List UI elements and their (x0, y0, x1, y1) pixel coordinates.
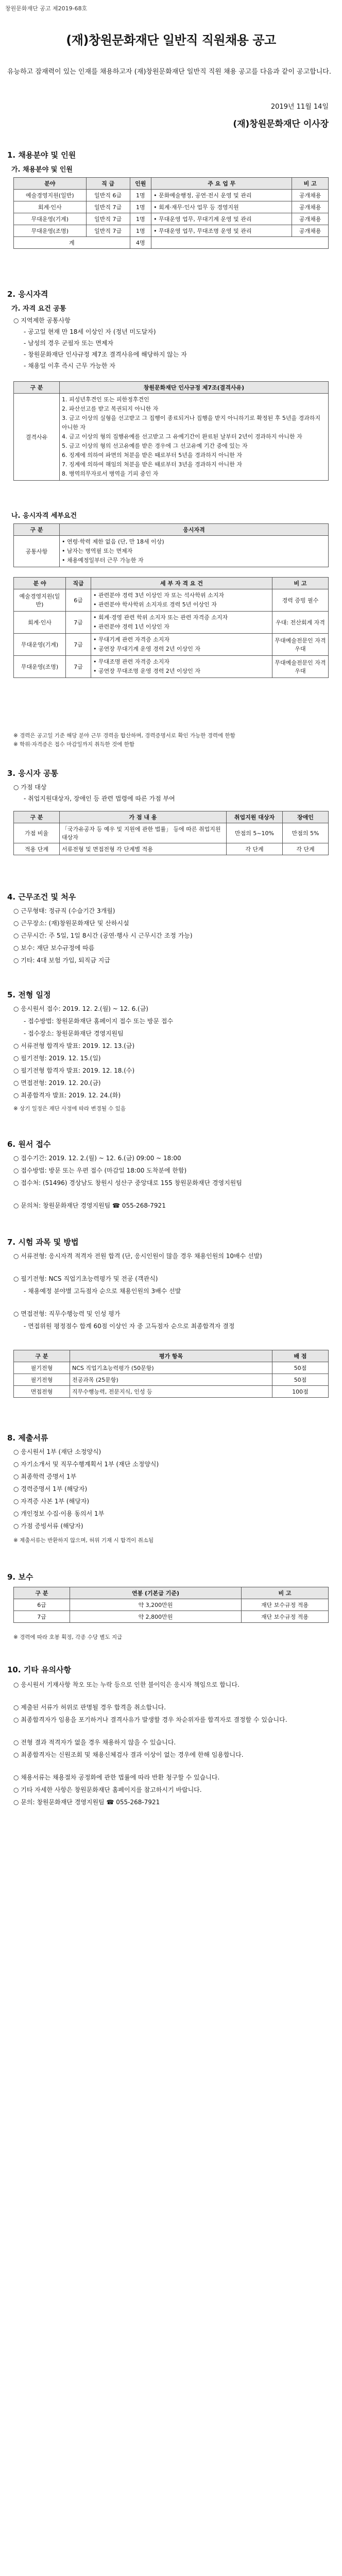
table-cell: 예술경영지원(일반) (14, 190, 87, 201)
notice-date: 2019년 11월 14일 (270, 103, 329, 111)
text-line: ○ 최종합격자 발표: 2019. 12. 24.(화) (13, 1092, 121, 1099)
intro-paragraph: 유능하고 잠재력이 있는 인재를 채용하고자 (재)창원문화재단 일반직 직원 채용 공고를 다음과 같이 공고합니다. (7, 68, 331, 76)
table-cell: • 회계·재무·인사 업무 등 경영지원 (151, 201, 292, 213)
text-line: ○ 가점 증빙서류 (해당자) (13, 1522, 83, 1530)
table-note: ※ 경력은 공고일 기준 해당 분야 근무 경력을 합산하며, 경력증명서로 확인 가능한 경력에 한함 ※ 학위·자격증은 접수 마감일까지 취득한 것에 한함 (13, 733, 235, 748)
table-cell: 약 2,800만원 (70, 1611, 242, 1623)
table-cell: 적용 단계 (14, 843, 60, 855)
table-cell: 면접전형 (14, 1386, 70, 1398)
table-header: 구 분 (14, 1587, 70, 1599)
text-line: ○ 문의처: 창원문화재단 경영지원팀 ☎ 055-268-7921 (13, 1202, 166, 1209)
document-number: 창원문화재단 공고 제2019-68호 (5, 5, 88, 12)
text-line: ○ 필기전형: NCS 직업기초능력평가 및 전공 (객관식) (13, 1275, 158, 1282)
table-cell: 필기전형 (14, 1362, 70, 1374)
text-line: - 남성의 경우 군필자 또는 면제자 (24, 340, 114, 347)
text-line: ○ 지역제한 공통사항 (13, 317, 71, 324)
table-cell: 공개채용 (292, 213, 329, 225)
table-header: 배 점 (272, 1350, 329, 1362)
text-note: ※ 경력에 따라 호봉 획정, 각종 수당 별도 지급 (13, 1634, 123, 1640)
text-line: ○ 자기소개서 및 직무수행계획서 1부 (재단 소정양식) (13, 1461, 159, 1468)
table-header: 비 고 (242, 1587, 329, 1599)
table-cell: 7급 (14, 1611, 70, 1623)
table-cell: 무대예술전문인 자격 우대 (272, 634, 329, 656)
table-cell: 가점 비율 (14, 823, 60, 843)
table-header: 세 부 자 격 요 건 (91, 578, 272, 589)
table-header: 연봉 (기본급 기준) (70, 1587, 242, 1599)
table-cell: 전공과목 (25문항) (70, 1374, 272, 1386)
table-cell: 재단 보수규정 적용 (242, 1599, 329, 1611)
table-cell: 회계·인사 (14, 612, 66, 634)
table-cell: 공통사항 (14, 536, 60, 567)
table-cell: 4명 (130, 237, 151, 249)
table-cell: 결격사유 (14, 394, 60, 481)
table-cell: 1명 (130, 190, 151, 201)
text-line: ○ 최종합격자는 신원조회 및 채용신체검사 결과 이상이 없는 경우에 한해 임용합니다. (13, 1751, 244, 1758)
table-header: 주 요 업 무 (151, 178, 292, 190)
table-cell: • 문화예술행정, 공연·전시 운영 및 관리 (151, 190, 292, 201)
table-cell: 무대운영(조명) (14, 656, 66, 678)
table-cell: 일반직 7급 (86, 225, 130, 237)
text-line: ○ 근무형태: 정규직 (수습기간 3개월) (13, 907, 115, 914)
table-row (14, 213, 329, 225)
bonus-points-table (13, 811, 329, 855)
text-line: ○ 필기전형: 2019. 12. 15.(일) (13, 1055, 101, 1062)
table-cell: 1명 (130, 213, 151, 225)
subsection-heading: 가. 자격 요건 공통 (11, 305, 66, 313)
subsection-heading: 나. 응시자격 세부요건 (11, 512, 77, 520)
table-cell: 1. 피성년후견인 또는 피한정후견인 2. 파산선고를 받고 복권되지 아니한 자 3. 금고 이상의 실형을 선고받고 그 집행이 종료되거나 집행을 받지 아니하기로 확정된 후 5년을 경과하지 아니한 자 4. 금고 이상의 형의 집행유예를 선고받고 그 유예기간이 완료된 날부터 2년이 경과하지 아니한 자 5. 금고 이상의 형의 선고유예를 받은 경우에 그 선고유예 기간 중에 있는 자 6. 징계에 의하여 파면의 처분을 받은 때로부터 5년을 경과하지 아니한 자 7. 징계에 의하여 해임의 처분을 받은 때로부터 3년을 경과하지 아니한 자 8. 병역의무자로서 병역을 기피 중인 자 (60, 394, 329, 481)
table-cell: 1명 (130, 225, 151, 237)
table-cell: • 연령·학력 제한 없음 (단, 만 18세 이상) • 남자는 병역필 또는 면제자 • 채용예정일부터 근무 가능한 자 (60, 536, 329, 567)
table-header: 구 분 (14, 1350, 70, 1362)
table-header: 직 급 (86, 178, 130, 190)
table-cell: 무대운영(조명) (14, 225, 87, 237)
table-row (14, 190, 329, 201)
text-line: ○ 채용서류는 채용절차 공정화에 관한 법률에 따라 반환 청구할 수 있습니다. (13, 1774, 220, 1781)
table-cell: 무대운영(기계) (14, 213, 87, 225)
table-header: 분 야 (14, 578, 66, 589)
table-header: 평가 항목 (70, 1350, 272, 1362)
table-cell: 만점의 5~10% (227, 823, 283, 843)
section-heading: 4. 근무조건 및 처우 (7, 892, 76, 902)
text-line: ○ 전형 결과 적격자가 없을 경우 채용하지 않을 수 있습니다. (13, 1739, 176, 1746)
table-cell: • 무대기계 관련 자격증 소지자 • 공연장 무대기계 운영 경력 2년 이상인 자 (91, 634, 272, 656)
qualification-detail-table (13, 577, 329, 678)
text-line: ○ 최종학력 증명서 1부 (13, 1473, 77, 1480)
table-cell: 계 (14, 237, 130, 249)
table-header: 비 고 (272, 578, 329, 589)
disqualification-table (13, 381, 329, 481)
text-line: ○ 경력증명서 1부 (해당자) (13, 1485, 88, 1493)
text-line: - 접수방법: 창원문화재단 홈페이지 접수 또는 방문 접수 (24, 1018, 174, 1025)
text-line: ○ 응시원서 접수: 2019. 12. 2.(월) ~ 12. 6.(금) (13, 1005, 148, 1012)
table-cell: 7급 (66, 634, 91, 656)
table-row (14, 1611, 329, 1623)
section-heading: 3. 응시자 공통 (7, 769, 59, 778)
table-row (14, 1386, 329, 1398)
table-row (14, 536, 329, 567)
text-line: ○ 기타: 4대 보험 가입, 퇴직금 지급 (13, 957, 110, 964)
text-line: ○ 기타 자세한 사항은 창원문화재단 홈페이지를 참고하시기 바랍니다. (13, 1786, 202, 1793)
table-cell: • 무대조명 관련 자격증 소지자 • 공연장 무대조명 운영 경력 2년 이상인 자 (91, 656, 272, 678)
text-note: ※ 상기 일정은 재단 사정에 따라 변경될 수 있음 (13, 1106, 126, 1112)
table-cell: 우대: 전산회계 자격 (272, 612, 329, 634)
text-line: ○ 가점 대상 (13, 784, 47, 791)
text-line: ○ 접수기간: 2019. 12. 2.(월) ~ 12. 6.(금) 09:00 ~ 18:00 (13, 1155, 181, 1162)
section-heading: 6. 원서 접수 (7, 1140, 51, 1149)
table-cell: 재단 보수규정 적용 (242, 1611, 329, 1623)
text-line: ○ 근무장소: (재)창원문화재단 및 산하시설 (13, 920, 129, 927)
text-line: ○ 응시원서 기재사항 착오 또는 누락 등으로 인한 불이익은 응시자 책임으로 합니다. (13, 1681, 240, 1688)
exam-table (13, 1350, 329, 1398)
section-heading: 10. 기타 유의사항 (7, 1665, 71, 1674)
section-heading: 1. 채용분야 및 인원 (7, 150, 76, 160)
table-cell: 「국가유공자 등 예우 및 지원에 관한 법률」 등에 따른 취업지원대상자 (60, 823, 227, 843)
text-line: ○ 접수처: (51496) 경상남도 창원시 성산구 중앙대로 155 창원문화재단 경영지원팀 (13, 1179, 242, 1187)
table-header: 창원문화재단 인사규정 제7조(결격사유) (60, 382, 329, 394)
table-row (14, 634, 329, 656)
table-cell: 회계·인사 (14, 201, 87, 213)
table-cell: • 관련분야 경력 3년 이상인 자 또는 석사학위 소지자 • 관련분야 학사학위 소지자로 경력 5년 이상인 자 (91, 589, 272, 612)
text-line: ○ 근무시간: 주 5일, 1일 8시간 (공연·행사 시 근무시간 조정 가능) (13, 932, 193, 939)
table-cell: 공개채용 (292, 225, 329, 237)
table-row (14, 612, 329, 634)
table-cell: 100점 (272, 1386, 329, 1398)
table-cell: 약 3,200만원 (70, 1599, 242, 1611)
table-cell: 각 단계 (227, 843, 283, 855)
table-row (14, 1599, 329, 1611)
table-cell: 무대예술전문인 자격 우대 (272, 656, 329, 678)
table-cell: 일반직 7급 (86, 201, 130, 213)
table-row (14, 589, 329, 612)
table-total-row (14, 237, 329, 249)
table-cell: • 무대운영 업무, 무대조명 운영 및 관리 (151, 225, 292, 237)
table-row (14, 1374, 329, 1386)
table-header: 구 분 (14, 811, 60, 823)
table-cell: 각 단계 (283, 843, 329, 855)
qualification-common-table (13, 523, 329, 567)
table-cell: 직무수행능력, 전문지식, 인성 등 (70, 1386, 272, 1398)
text-line: - 공고일 현재 만 18세 이상인 자 (정년 미도달자) (24, 328, 156, 335)
table-cell: 50점 (272, 1374, 329, 1386)
table-header: 구 분 (14, 524, 60, 536)
text-line: ○ 제출된 서류가 허위로 판명될 경우 합격을 취소합니다. (13, 1704, 166, 1711)
table-header: 장애인 (283, 811, 329, 823)
table-cell: 공개채용 (292, 201, 329, 213)
text-line: ○ 보수: 재단 보수규정에 따름 (13, 944, 95, 952)
salary-table (13, 1587, 329, 1623)
text-line: ○ 자격증 사본 1부 (해당자) (13, 1498, 90, 1505)
table-cell: 만점의 5% (283, 823, 329, 843)
table-cell: 6급 (66, 589, 91, 612)
table-header: 가 점 내 용 (60, 811, 227, 823)
section-heading: 5. 전형 일정 (7, 990, 51, 999)
table-cell: 무대운영(기계) (14, 634, 66, 656)
table-cell: 50점 (272, 1362, 329, 1374)
text-line: ○ 개인정보 수집·이용 동의서 1부 (13, 1510, 105, 1517)
page-title: (재)창원문화재단 일반직 직원채용 공고 (66, 33, 276, 47)
text-line: - 접수장소: 창원문화재단 경영지원팀 (24, 1030, 124, 1037)
table-row (14, 656, 329, 678)
table-row (14, 394, 329, 481)
table-cell: 7급 (66, 612, 91, 634)
section-heading: 7. 시험 과목 및 방법 (7, 1238, 79, 1247)
table-header: 취업지원 대상자 (227, 811, 283, 823)
text-line: ○ 필기전형 합격자 발표: 2019. 12. 18.(수) (13, 1067, 135, 1074)
table-row (14, 1362, 329, 1374)
text-line: - 면접위원 평정점수 합계 60점 이상인 자 중 고득점자 순으로 최종합격자 결정 (24, 1323, 235, 1330)
table-row (14, 843, 329, 855)
table-cell: 일반직 7급 (86, 213, 130, 225)
table-cell: 일반직 6급 (86, 190, 130, 201)
text-line: ○ 최종합격자가 임용을 포기하거나 결격사유가 발생할 경우 차순위자를 합격자로 결정할 수 있습니다. (13, 1716, 287, 1723)
table-cell: 필기전형 (14, 1374, 70, 1386)
table-header: 인원 (130, 178, 151, 190)
table-cell: 6급 (14, 1599, 70, 1611)
table-cell: 예술경영지원(일반) (14, 589, 66, 612)
text-line: ○ 응시원서 1부 (재단 소정양식) (13, 1448, 101, 1455)
text-line: - 채용일 이후 즉시 근무 가능한 자 (24, 362, 115, 369)
recruitment-table (13, 177, 329, 249)
text-line: ○ 면접전형: 2019. 12. 20.(금) (13, 1079, 101, 1087)
table-header: 응시자격 (60, 524, 329, 536)
text-line: ○ 서류전형: 응시자격 적격자 전원 합격 (단, 응시인원이 많을 경우 채용인원의 10배수 선발) (13, 1252, 262, 1260)
table-cell: 공개채용 (292, 190, 329, 201)
table-cell: 1명 (130, 201, 151, 213)
text-line: ○ 서류전형 합격자 발표: 2019. 12. 13.(금) (13, 1042, 135, 1049)
table-cell: NCS 직업기초능력평가 (50문항) (70, 1362, 272, 1374)
table-cell: • 무대운영 업무, 무대기계 운영 및 관리 (151, 213, 292, 225)
table-header: 직급 (66, 578, 91, 589)
section-heading: 9. 보수 (7, 1572, 33, 1582)
text-line: ○ 접수방법: 방문 또는 우편 접수 (마감일 18:00 도착분에 한함) (13, 1167, 187, 1174)
section-heading: 2. 응시자격 (7, 290, 48, 299)
table-header: 비 고 (292, 178, 329, 190)
section-heading: 8. 제출서류 (7, 1433, 48, 1443)
table-cell (151, 237, 329, 249)
table-cell: • 회계·경영 관련 학위 소지자 또는 관련 자격증 소지자 • 관련분야 경력 1년 이상인 자 (91, 612, 272, 634)
text-line: - 창원문화재단 인사규정 제7조 결격사유에 해당하지 않는 자 (24, 351, 187, 358)
table-header: 분야 (14, 178, 87, 190)
table-cell: 경력 증빙 필수 (272, 589, 329, 612)
table-header: 구 분 (14, 382, 60, 394)
text-line: ○ 면접전형: 직무수행능력 및 인성 평가 (13, 1310, 121, 1317)
text-line: ○ 문의: 창원문화재단 경영지원팀 ☎ 055-268-7921 (13, 1799, 160, 1806)
subsection-heading: 가. 채용분야 및 인원 (11, 166, 73, 174)
table-cell: 7급 (66, 656, 91, 678)
table-row (14, 225, 329, 237)
text-line: - 취업지원대상자, 장애인 등 관련 법령에 따른 가점 부여 (24, 795, 175, 802)
table-row (14, 823, 329, 843)
text-note: ※ 제출서류는 반환하지 않으며, 허위 기재 시 합격이 취소됨 (13, 1537, 154, 1544)
issuing-organization: (재)창원문화재단 이사장 (233, 119, 329, 129)
table-cell: 서류전형 및 면접전형 각 단계별 적용 (60, 843, 227, 855)
table-row (14, 201, 329, 213)
text-line: - 채용예정 분야별 고득점자 순으로 채용인원의 3배수 선발 (24, 1287, 181, 1295)
